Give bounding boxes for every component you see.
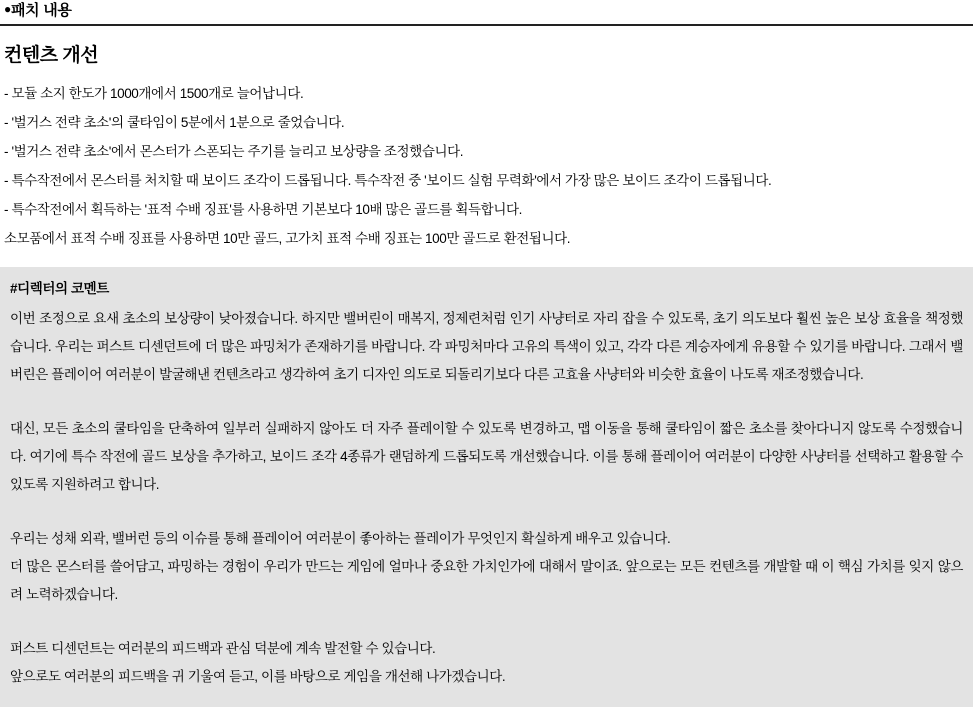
section-header-label: 패치 내용: [10, 2, 72, 19]
section-header: [0, 0, 973, 24]
list-item: - '벌거스 전략 초소'에서 몬스터가 스폰되는 주기를 늘리고 보상량을 조정했습니다.: [4, 144, 464, 159]
director-comment-paragraph: 더 많은 몬스터를 쓸어담고, 파밍하는 경험이 우리가 만드는 게임에 얼마나 중요한 가치인가에 대해서 말이죠. 앞으로는 모든 컨텐츠를 개발할 때 이 핵심 가치를 잊지 않으려 노력하겠습니다.: [10, 559, 963, 602]
director-comment-paragraph: 우리는 성채 외곽, 밸버런 등의 이슈를 통해 플레이어 여러분이 좋아하는 플레이가 무엇인지 확실하게 배우고 있습니다.: [10, 531, 671, 546]
director-comment-paragraph: 이번 조정으로 요새 초소의 보상량이 낮아졌습니다. 하지만 밸버린이 매복지, 정제련처럼 인기 사냥터로 자리 잡을 수 있도록, 초기 의도보다 훨씬 높은 보상 효율을 책정했습니다. 우리는 퍼스트 디센던트에 더 많은 파밍처가 존재하기를 바랍니다. 각 파밍처마다 고유의 특색이 있고, 각각 다른 계승자에게 유용할 수 있기를 바랍니다. 그래서 밸버린은 플레이어 여러분이 발굴해낸 컨텐츠라고 생각하여 초기 디자인 의도로 되돌리기보다 다른 고효율 사냥터와 비슷한 효율이 나도록 재조정했습니다.: [10, 311, 963, 382]
list-item: - 특수작전에서 획득하는 '표적 수배 징표'를 사용하면 기본보다 10배 많은 골드를 획득합니다.: [4, 202, 522, 217]
director-comment-paragraph: 퍼스트 디센던트는 여러분의 피드백과 관심 덕분에 계속 발전할 수 있습니다.: [10, 641, 436, 656]
director-comment-paragraph: 앞으로도 여러분의 피드백을 귀 기울여 듣고, 이를 바탕으로 게임을 개선해 나가겠습니다.: [10, 669, 506, 684]
list-item: - 모듈 소지 한도가 1000개에서 1500개로 늘어납니다.: [4, 86, 304, 101]
header-divider: [0, 24, 973, 26]
list-item: - 특수작전에서 몬스터를 처치할 때 보이드 조각이 드롭됩니다. 특수작전 중 '보이드 실험 무력화'에서 가장 많은 보이드 조각이 드롭됩니다.: [4, 173, 772, 188]
director-comment-box: [0, 267, 973, 707]
director-comment-title: #디렉터의 코멘트: [10, 281, 109, 296]
director-comment-paragraph: 대신, 모든 초소의 쿨타임을 단축하여 일부러 실패하지 않아도 더 자주 플레이할 수 있도록 변경하고, 맵 이동을 통해 쿨타임이 짧은 초소를 찾아다니지 않도록 수정했습니다. 여기에 특수 작전에 골드 보상을 추가하고, 보이드 조각 4종류가 랜덤하게 드롭되도록 개선했습니다. 이를 통해 플레이어 여러분이 다양한 사냥터를 선택하고 활용할 수 있도록 지원하려고 합니다.: [10, 421, 963, 492]
page-title: 컨텐츠 개선: [4, 45, 99, 66]
bullet-icon: ●: [4, 2, 11, 16]
bullet-list: [0, 79, 973, 253]
list-item: 소모품에서 표적 수배 징표를 사용하면 10만 골드, 고가치 표적 수배 징표는 100만 골드로 환전됩니다.: [4, 231, 571, 246]
list-item: - '벌거스 전략 초소'의 쿨타임이 5분에서 1분으로 줄었습니다.: [4, 115, 345, 130]
